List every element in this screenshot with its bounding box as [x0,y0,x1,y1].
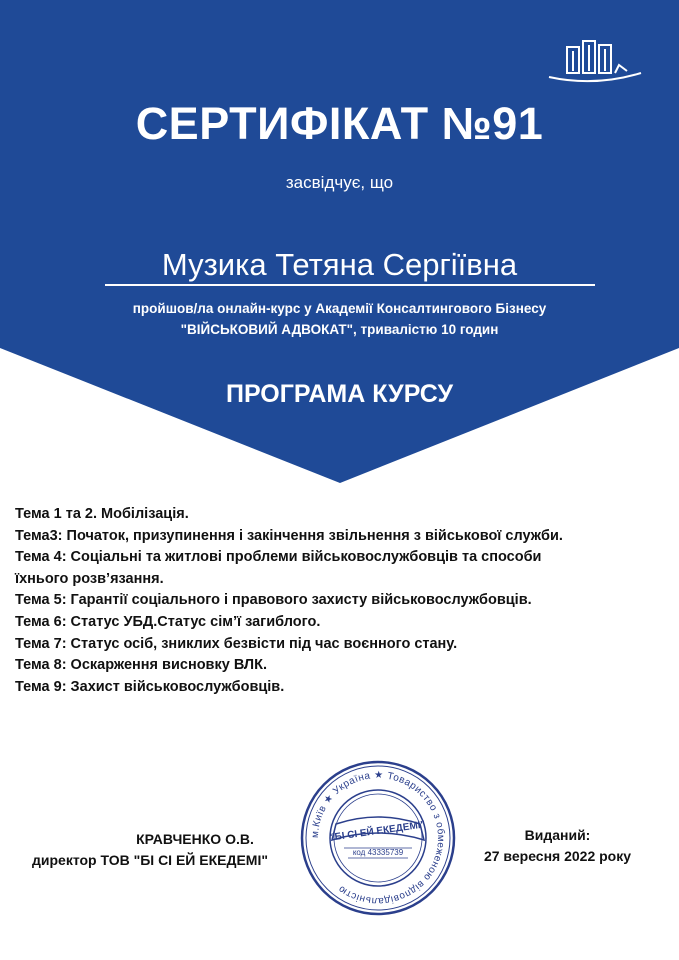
academy-logo-icon [545,35,645,85]
signatory-role: директор ТОВ "БІ СІ ЕЙ ЕКЕДЕМІ" [32,852,268,868]
topic-item: Тема 9: Захист військовослужбовців. [15,678,285,695]
certificate-title: СЕРТИФІКАТ №91 [135,98,544,149]
topic-item: Тема 5: Гарантії соціального і правового захисту військовослужбовців. [15,592,532,609]
recipient-name: Музика Тетяна Сергіївна [161,247,518,282]
issued-date: 27 вересня 2022 року [483,848,632,864]
seal-center-text: "БІ СІ ЕЙ ЕКЕДЕМІ" [329,819,426,844]
program-title: ПРОГРАМА КУРСУ [225,380,454,408]
topic-item: Тема 4: Соціальні та житлові проблеми військовослужбовців та способи [15,549,542,566]
topic-item: Тема 1 та 2. Мобілізація. [15,506,189,522]
signatory-name: КРАВЧЕНКО О.В. [136,831,254,847]
topic-item: Тема 8: Оскарження висновку ВЛК. [15,657,267,674]
certificate-subtitle: засвідчує, що [285,173,394,192]
company-seal [298,758,458,918]
topic-item: їхнього розв’язання. [15,570,164,587]
seal-outer-text: м.Київ ★ Україна ★ Товариство з обмеженою відповідальністю [309,769,447,907]
recipient-underline [105,284,595,286]
seal-code-text: код 43335739 [352,848,404,857]
course-description-line-1: пройшов/ла онлайн-курс у Академії Консалтингового Бізнесу [132,301,547,316]
course-description-line-2: "ВІЙСЬКОВИЙ АДВОКАТ", тривалістю 10 годин [180,322,499,337]
issued-label: Виданий: [524,827,591,843]
topic-item: Тема 7: Статус осіб, зниклих безвісти під час воєнного стану. [15,635,458,652]
topics-list [15,504,675,698]
topic-item: Тема3: Початок, призупинення і закінчення звільнення з військової служби. [15,527,563,544]
topic-item: Тема 6: Статус УБД.Статус сім’ї загиблого. [15,613,321,630]
